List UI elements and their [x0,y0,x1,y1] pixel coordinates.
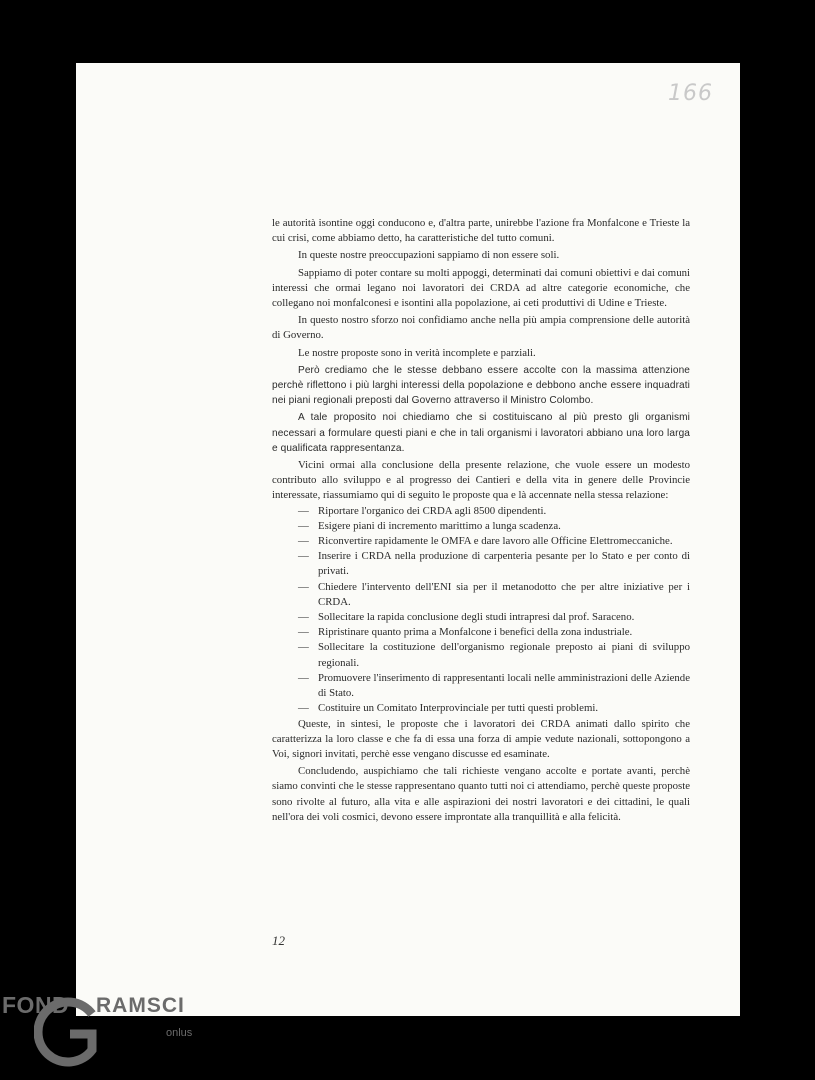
paragraph: Le nostre proposte sono in verità incomplete e parziali. [298,346,536,359]
list-item [298,625,690,640]
list-item [298,504,690,519]
watermark-fond: FOND [2,992,70,1018]
dash-bullet: — [298,641,309,654]
paragraph: le autorità isontine oggi conducono e, d'altra parte, unirebbe l'azione fra Monfalcone e Trieste la cui crisi, come abbiamo detto, ha caratteristiche del tutto comuni. [272,217,690,245]
dash-bullet: — [298,504,309,517]
paragraph: Sappiamo di poter contare su molti appoggi, determinati dai comuni obiettivi e dai comuni interessi che ormai legano noi lavoratori dei CRDA ad altre categorie economiche, che collegano noi monfalconesi e isontini alla popolazione, ai ceti produttivi di Udine e Trieste. [272,266,690,310]
proposal-text: Riconvertire rapidamente le OMFA e dare lavoro alle Officine Elettromeccaniche. [318,535,673,548]
list-item [298,519,690,534]
gramsci-g-icon [34,992,100,1072]
proposal-text: Riportare l'organico dei CRDA agli 8500 dipendenti. [318,504,547,517]
paragraph: In queste nostre preoccupazioni sappiamo di non essere soli. [298,249,560,262]
list-item [298,701,690,716]
proposal-text: Chiedere l'intervento dell'ENI sia per il metanodotto che per altre iniziative per i CRDA. [318,580,690,608]
list-item [298,610,690,625]
paragraph: Queste, in sintesi, le proposte che i lavoratori dei CRDA animati dallo spirito che caratterizza la loro classe e che fa di essa una forza di ampie vedute nazionali, sottopongono a Voi, signori invitati, perchè esse vengano discusse ed esaminate. [272,717,690,760]
page-number: 12 [272,933,285,948]
dash-bullet: — [298,519,309,532]
paragraph: In questo nostro sforzo noi confidiamo anche nella più ampia comprensione delle autorità di Governo. [272,314,690,342]
watermark-onlus: onlus [166,1027,193,1039]
paragraph: Però crediamo che le stesse debbano essere accolte con la massima attenzione perchè riflettono i più larghi interessi della popolazione e debbono anche essere inquadrati nei piani regionali preposti dal Governo attraverso il Ministro Colombo. [272,364,690,407]
body-text [272,216,690,825]
watermark-gramsci: RAMSCI [96,994,185,1017]
paragraph: A tale proposito noi chiediamo che si costituiscano al più presto gli organismi necessari a formulare questi piani e che in tali organismi i lavoratori abbiano una loro larga e qualificata rappresentanza. [272,412,690,454]
paragraph: Vicini ormai alla conclusione della presente relazione, che vuole essere un modesto contributo allo sviluppo e al progresso dei Cantieri e della vita in genere delle Provincie interessate, riassumiamo qui di seguito le proposte qua e là accennate nella stessa relazione: [272,459,690,502]
list-item [298,580,690,610]
proposal-text: Sollecitare la costituzione dell'organismo regionale preposto ai piani di sviluppo regionali. [318,641,690,669]
proposal-text: Ripristinare quanto prima a Monfalcone i benefici della zona industriale. [318,626,633,639]
dash-bullet: — [298,702,309,715]
list-item [298,534,690,549]
proposal-text: Inserire i CRDA nella produzione di carpenteria pesante per lo Stato e per conto di privati. [318,550,690,578]
watermark-logo [0,986,210,1080]
list-item [298,671,690,701]
proposal-text: Promuovere l'inserimento di rappresentanti locali nelle amministrazioni delle Aziende di Stato. [318,671,690,700]
dash-bullet: — [298,580,309,593]
list-item [298,640,690,670]
list-item [298,549,690,579]
document-page [76,63,740,1016]
archive-number: 166 [668,81,713,106]
dash-bullet: — [298,671,309,684]
dash-bullet: — [298,550,309,563]
paragraph: Concludendo, auspichiamo che tali richieste vengano accolte e portate avanti, perchè siamo convinti che le stesse rappresentano quanto tutti noi ci attendiamo, perchè queste proposte sono rivolte al futuro, alla vita e alle aspirazioni dei nostri lavoratori e dei cittadini, le quali nell'ora dei voli cosmici, devono essere improntate alla tranquillità e alla felicità. [272,765,690,823]
proposal-text: Esigere piani di incremento marittimo a lunga scadenza. [318,519,561,532]
proposal-text: Sollecitare la rapida conclusione degli studi intrapresi dal prof. Saraceno. [318,611,635,624]
proposal-text: Costituire un Comitato Interprovinciale per tutti questi problemi. [318,702,599,715]
dash-bullet: — [298,535,309,548]
dash-bullet: — [298,626,309,639]
proposal-list [298,504,690,717]
dash-bullet: — [298,611,309,624]
